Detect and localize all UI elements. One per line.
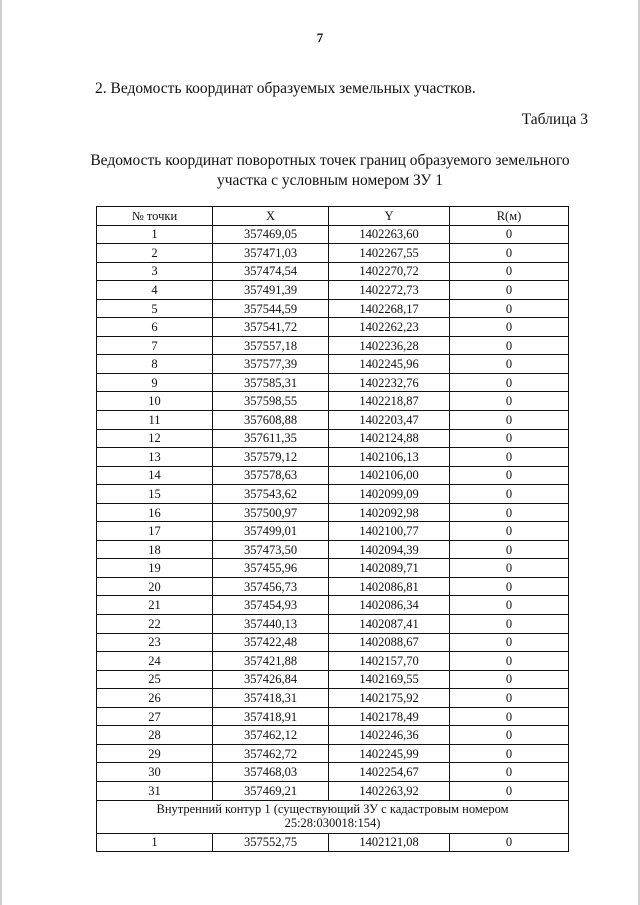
point-number: 19 bbox=[97, 559, 213, 578]
table-row bbox=[97, 429, 569, 448]
point-number: 15 bbox=[97, 485, 213, 504]
x-value: 357557,18 bbox=[213, 336, 329, 355]
y-value: 1402088,67 bbox=[329, 633, 450, 652]
x-value: 357500,97 bbox=[213, 503, 329, 522]
x-value: 357608,88 bbox=[213, 411, 329, 430]
header-x: X bbox=[213, 207, 329, 226]
point-number: 11 bbox=[97, 411, 213, 430]
table-row bbox=[97, 318, 569, 337]
y-value: 1402086,34 bbox=[329, 596, 450, 615]
inner-contour-row bbox=[97, 800, 569, 833]
radius-value: 0 bbox=[450, 596, 569, 615]
x-value: 357462,72 bbox=[213, 744, 329, 763]
y-value: 1402246,36 bbox=[329, 726, 450, 745]
table-row bbox=[97, 392, 569, 411]
x-value: 357421,88 bbox=[213, 652, 329, 671]
radius-value: 0 bbox=[450, 448, 569, 467]
x-value: 357578,63 bbox=[213, 466, 329, 485]
table-body bbox=[97, 225, 569, 800]
point-number: 18 bbox=[97, 540, 213, 559]
point-number: 27 bbox=[97, 707, 213, 726]
y-value: 1402094,39 bbox=[329, 540, 450, 559]
radius-value: 0 bbox=[450, 670, 569, 689]
radius-value: 0 bbox=[450, 615, 569, 634]
table-row bbox=[97, 633, 569, 652]
radius-value: 0 bbox=[450, 318, 569, 337]
y-value: 1402263,60 bbox=[329, 225, 450, 244]
x-value: 357544,59 bbox=[213, 299, 329, 318]
y-value: 1402106,00 bbox=[329, 466, 450, 485]
point-number: 30 bbox=[97, 763, 213, 782]
radius-value: 0 bbox=[450, 522, 569, 541]
radius-value: 0 bbox=[450, 633, 569, 652]
y-value: 1402236,28 bbox=[329, 336, 450, 355]
x-value: 357598,55 bbox=[213, 392, 329, 411]
table-row bbox=[97, 781, 569, 800]
radius-value: 0 bbox=[450, 689, 569, 708]
coordinates-table bbox=[96, 206, 569, 852]
radius-value: 0 bbox=[450, 281, 569, 300]
table-header-row bbox=[97, 207, 569, 226]
table-row bbox=[97, 670, 569, 689]
point-number: 2 bbox=[97, 244, 213, 263]
x-value: 357611,35 bbox=[213, 429, 329, 448]
radius-value: 0 bbox=[450, 707, 569, 726]
x-value: 357426,84 bbox=[213, 670, 329, 689]
radius-value: 0 bbox=[450, 262, 569, 281]
radius-value: 0 bbox=[450, 225, 569, 244]
y-value: 1402232,76 bbox=[329, 373, 450, 392]
point-number: 14 bbox=[97, 466, 213, 485]
radius-value: 0 bbox=[450, 355, 569, 374]
y-value: 1402272,73 bbox=[329, 281, 450, 300]
y-value: 1402121,08 bbox=[329, 833, 450, 852]
table-row bbox=[97, 336, 569, 355]
radius-value: 0 bbox=[450, 781, 569, 800]
table-row bbox=[97, 355, 569, 374]
x-value: 357440,13 bbox=[213, 615, 329, 634]
point-number: 25 bbox=[97, 670, 213, 689]
point-number: 10 bbox=[97, 392, 213, 411]
radius-value: 0 bbox=[450, 652, 569, 671]
point-number: 13 bbox=[97, 448, 213, 467]
x-value: 357468,03 bbox=[213, 763, 329, 782]
y-value: 1402178,49 bbox=[329, 707, 450, 726]
y-value: 1402203,47 bbox=[329, 411, 450, 430]
radius-value: 0 bbox=[450, 833, 569, 852]
radius-value: 0 bbox=[450, 392, 569, 411]
y-value: 1402092,98 bbox=[329, 503, 450, 522]
x-value: 357471,03 bbox=[213, 244, 329, 263]
radius-value: 0 bbox=[450, 763, 569, 782]
table-row bbox=[97, 299, 569, 318]
table-number: Таблица 3 bbox=[521, 111, 588, 128]
table-row bbox=[97, 244, 569, 263]
point-number: 21 bbox=[97, 596, 213, 615]
table-row bbox=[97, 485, 569, 504]
table-row bbox=[97, 707, 569, 726]
point-number: 9 bbox=[97, 373, 213, 392]
x-value: 357491,39 bbox=[213, 281, 329, 300]
x-value: 357462,12 bbox=[213, 726, 329, 745]
point-number: 12 bbox=[97, 429, 213, 448]
x-value: 357469,05 bbox=[213, 225, 329, 244]
x-value: 357469,21 bbox=[213, 781, 329, 800]
radius-value: 0 bbox=[450, 744, 569, 763]
table-row bbox=[97, 744, 569, 763]
x-value: 357552,75 bbox=[213, 833, 329, 852]
point-number: 29 bbox=[97, 744, 213, 763]
y-value: 1402099,09 bbox=[329, 485, 450, 504]
table-title bbox=[80, 151, 580, 191]
x-value: 357473,50 bbox=[213, 540, 329, 559]
table-row bbox=[97, 596, 569, 615]
table-row bbox=[97, 448, 569, 467]
y-value: 1402157,70 bbox=[329, 652, 450, 671]
table-row bbox=[97, 559, 569, 578]
x-value: 357579,12 bbox=[213, 448, 329, 467]
radius-value: 0 bbox=[450, 577, 569, 596]
point-number: 22 bbox=[97, 615, 213, 634]
y-value: 1402169,55 bbox=[329, 670, 450, 689]
point-number: 31 bbox=[97, 781, 213, 800]
table-row bbox=[97, 577, 569, 596]
section-heading: 2. Ведомость координат образуемых земельных участков. bbox=[95, 80, 476, 97]
table-row bbox=[97, 833, 569, 852]
radius-value: 0 bbox=[450, 485, 569, 504]
table-row bbox=[97, 262, 569, 281]
table-row bbox=[97, 225, 569, 244]
radius-value: 0 bbox=[450, 503, 569, 522]
table-row bbox=[97, 281, 569, 300]
point-number: 23 bbox=[97, 633, 213, 652]
y-value: 1402262,23 bbox=[329, 318, 450, 337]
point-number: 17 bbox=[97, 522, 213, 541]
table-row bbox=[97, 373, 569, 392]
radius-value: 0 bbox=[450, 336, 569, 355]
x-value: 357454,93 bbox=[213, 596, 329, 615]
header-point-number: № точки bbox=[97, 207, 213, 226]
radius-value: 0 bbox=[450, 244, 569, 263]
point-number: 7 bbox=[97, 336, 213, 355]
table-title-line2: участка с условным номером ЗУ 1 bbox=[216, 172, 443, 189]
x-value: 357474,54 bbox=[213, 262, 329, 281]
radius-value: 0 bbox=[450, 373, 569, 392]
table-row bbox=[97, 689, 569, 708]
table-row bbox=[97, 503, 569, 522]
y-value: 1402087,41 bbox=[329, 615, 450, 634]
table-row bbox=[97, 726, 569, 745]
radius-value: 0 bbox=[450, 299, 569, 318]
point-number: 4 bbox=[97, 281, 213, 300]
inner-contour-line1: Внутренний контур 1 (существующий ЗУ с кадастровым номером bbox=[156, 802, 509, 816]
y-value: 1402218,87 bbox=[329, 392, 450, 411]
point-number: 1 bbox=[97, 833, 213, 852]
point-number: 28 bbox=[97, 726, 213, 745]
radius-value: 0 bbox=[450, 559, 569, 578]
y-value: 1402245,99 bbox=[329, 744, 450, 763]
x-value: 357499,01 bbox=[213, 522, 329, 541]
table-row bbox=[97, 652, 569, 671]
y-value: 1402254,67 bbox=[329, 763, 450, 782]
x-value: 357456,73 bbox=[213, 577, 329, 596]
table-row bbox=[97, 763, 569, 782]
x-value: 357577,39 bbox=[213, 355, 329, 374]
table-row bbox=[97, 466, 569, 485]
point-number: 20 bbox=[97, 577, 213, 596]
y-value: 1402263,92 bbox=[329, 781, 450, 800]
y-value: 1402245,96 bbox=[329, 355, 450, 374]
x-value: 357541,72 bbox=[213, 318, 329, 337]
point-number: 3 bbox=[97, 262, 213, 281]
inner-contour-title bbox=[97, 800, 569, 833]
inner-table-body bbox=[97, 833, 569, 852]
x-value: 357418,91 bbox=[213, 707, 329, 726]
page-number: 7 bbox=[316, 30, 324, 45]
y-value: 1402106,13 bbox=[329, 448, 450, 467]
x-value: 357585,31 bbox=[213, 373, 329, 392]
x-value: 357422,48 bbox=[213, 633, 329, 652]
y-value: 1402124,88 bbox=[329, 429, 450, 448]
point-number: 16 bbox=[97, 503, 213, 522]
point-number: 6 bbox=[97, 318, 213, 337]
y-value: 1402267,55 bbox=[329, 244, 450, 263]
header-y: Y bbox=[329, 207, 450, 226]
x-value: 357418,31 bbox=[213, 689, 329, 708]
y-value: 1402086,81 bbox=[329, 577, 450, 596]
table-row bbox=[97, 411, 569, 430]
y-value: 1402268,17 bbox=[329, 299, 450, 318]
y-value: 1402175,92 bbox=[329, 689, 450, 708]
y-value: 1402089,71 bbox=[329, 559, 450, 578]
header-radius: R(м) bbox=[450, 207, 569, 226]
x-value: 357543,62 bbox=[213, 485, 329, 504]
table-row bbox=[97, 615, 569, 634]
radius-value: 0 bbox=[450, 429, 569, 448]
point-number: 5 bbox=[97, 299, 213, 318]
radius-value: 0 bbox=[450, 411, 569, 430]
inner-contour-line2: 25:28:030018:154) bbox=[284, 815, 381, 830]
table-row bbox=[97, 540, 569, 559]
radius-value: 0 bbox=[450, 466, 569, 485]
y-value: 1402100,77 bbox=[329, 522, 450, 541]
radius-value: 0 bbox=[450, 540, 569, 559]
y-value: 1402270,72 bbox=[329, 262, 450, 281]
x-value: 357455,96 bbox=[213, 559, 329, 578]
table-title-line1: Ведомость координат поворотных точек границ образуемого земельного bbox=[90, 152, 570, 169]
table-row bbox=[97, 522, 569, 541]
radius-value: 0 bbox=[450, 726, 569, 745]
point-number: 26 bbox=[97, 689, 213, 708]
point-number: 1 bbox=[97, 225, 213, 244]
point-number: 24 bbox=[97, 652, 213, 671]
point-number: 8 bbox=[97, 355, 213, 374]
